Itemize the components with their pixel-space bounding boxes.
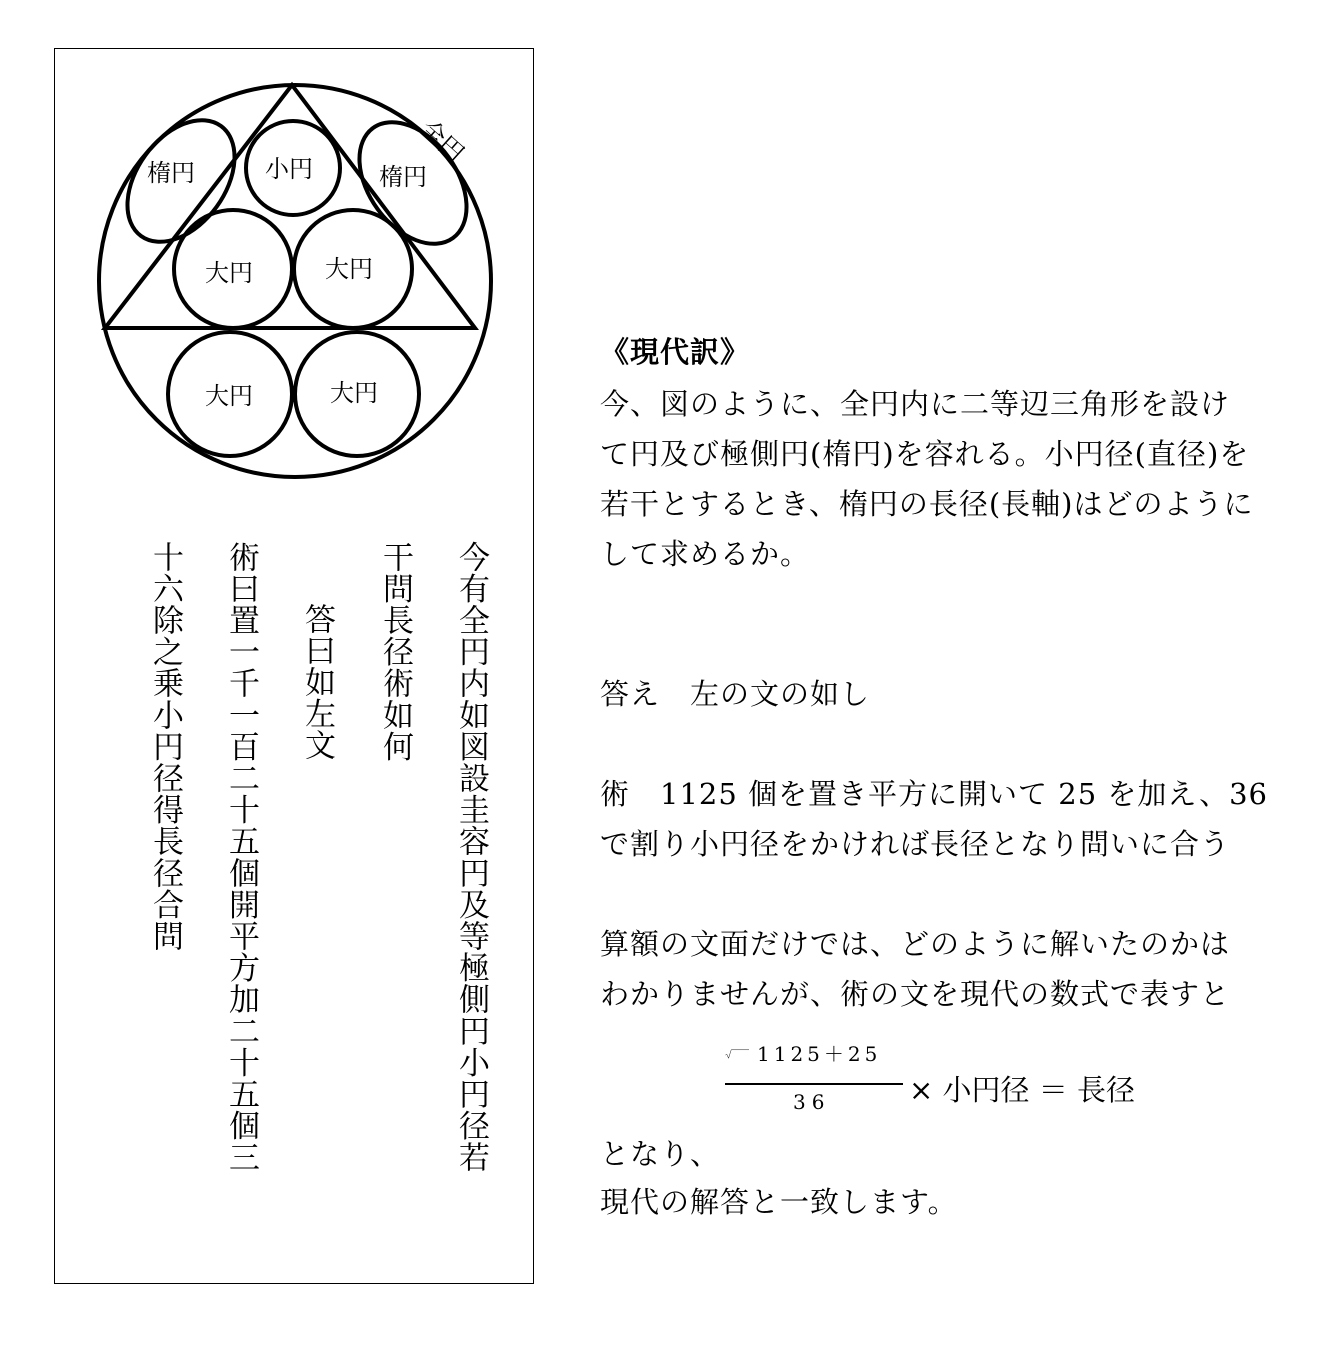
sangaku-panel bbox=[54, 48, 534, 1284]
note-line-2: わかりませんが、術の文を現代の数式で表すと bbox=[600, 977, 1231, 1011]
classical-text-column-4: 術曰置一千一百二十五個開平方加二十五個三 bbox=[223, 541, 259, 1173]
method-line-2: で割り小円径をかければ長径となり問いに合う bbox=[600, 827, 1231, 861]
fraction-bar bbox=[725, 1083, 903, 1085]
closing-line-2: 現代の解答と一致します。 bbox=[600, 1185, 958, 1219]
label-ellipse-right: 楕円 bbox=[379, 163, 427, 191]
answer-line: 答え 左の文の如し bbox=[600, 677, 871, 711]
problem-line-4: して求めるか。 bbox=[600, 537, 811, 571]
label-large-circle-4: 大円 bbox=[330, 379, 378, 407]
formula-denominator: 36 bbox=[793, 1090, 831, 1114]
note-line-1: 算額の文面だけでは、どのように解いたのかは bbox=[600, 927, 1231, 961]
label-small-circle: 小円 bbox=[265, 155, 313, 183]
problem-line-2: て円及び極側円(楕円)を容れる。小円径(直径)を bbox=[600, 437, 1250, 471]
translation-heading: 《現代訳》 bbox=[600, 335, 751, 369]
label-large-circle-3: 大円 bbox=[205, 382, 253, 410]
method-line-1: 術 1125 個を置き平方に開いて 25 を加え、36 bbox=[600, 777, 1269, 811]
formula-rhs: × 小円径 ＝ 長径 bbox=[909, 1073, 1135, 1107]
formula-numerator: 1125＋25 bbox=[757, 1042, 882, 1066]
classical-text-column-2: 干問長径術如何 bbox=[377, 541, 413, 763]
classical-text-column-3: 答曰如左文 bbox=[299, 603, 335, 761]
problem-line-3: 若干とするとき、楕円の長径(長軸)はどのように bbox=[600, 487, 1254, 521]
closing-line-1: となり、 bbox=[600, 1137, 721, 1171]
classical-text-column-5: 十六除之乗小円径得長径合問 bbox=[147, 541, 183, 952]
classical-text-column-1: 今有全円内如図設圭容円及等極側円小円径若 bbox=[453, 541, 489, 1173]
formula bbox=[725, 1030, 1145, 1120]
label-ellipse-left: 楕円 bbox=[147, 159, 195, 187]
label-whole-circle: 全円 bbox=[414, 114, 470, 168]
label-large-circle-2: 大円 bbox=[325, 255, 373, 283]
sangaku-figure bbox=[55, 49, 535, 509]
problem-line-1: 今、図のように、全円内に二等辺三角形を設け bbox=[600, 387, 1231, 421]
label-large-circle-1: 大円 bbox=[205, 259, 253, 287]
